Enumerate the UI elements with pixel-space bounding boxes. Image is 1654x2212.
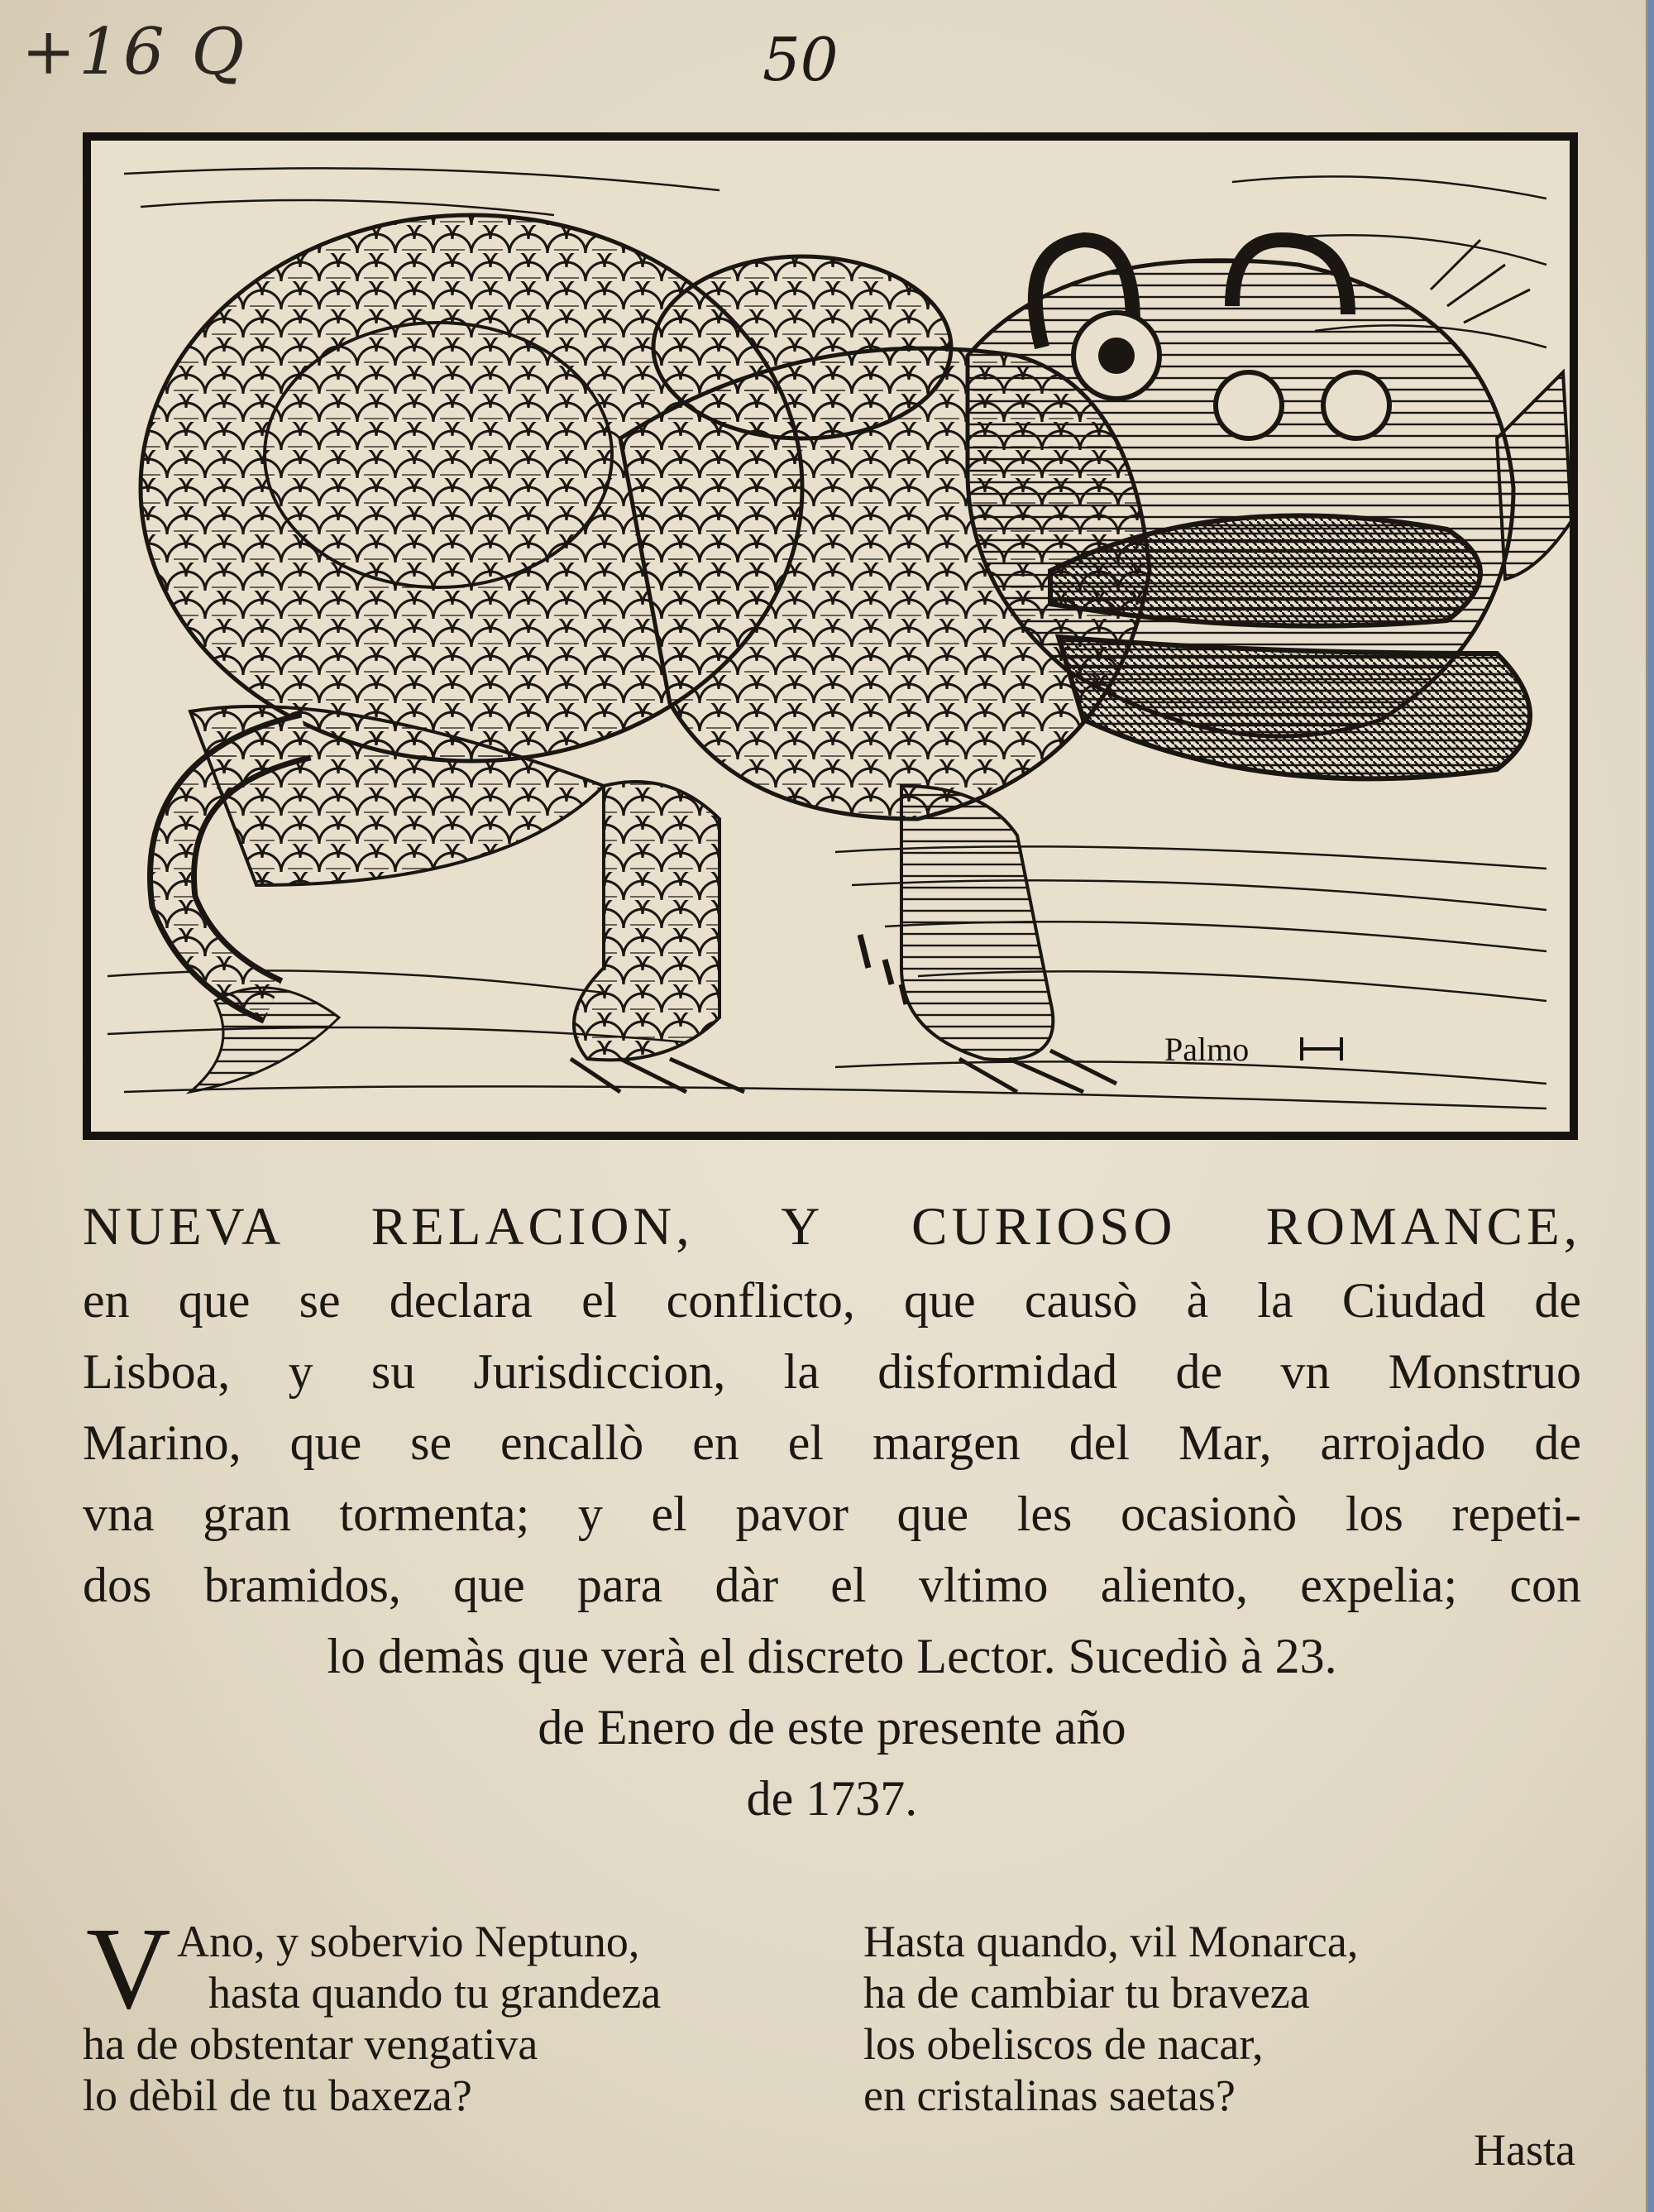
scale-bar [1300,1047,1343,1051]
description-line-3: Marino, que se encallò en el margen del Mar, arrojado de [83,1415,1581,1470]
woodcut-illustration [83,132,1578,1140]
drop-cap: V [86,1903,171,2033]
manuscript-annotation: +16 Q [22,15,248,89]
right-verse-4: en cristalinas saetas? [863,2071,1236,2120]
left-verse-4: lo dèbil de tu baxeza? [83,2071,472,2120]
left-verse-2: hasta quando tu grandeza [208,1968,662,2018]
description-line-7: de Enero de este presente año [538,1700,1126,1755]
description-line-4: vna gran tormenta; y el pavor que les ocasionò los repeti- [83,1487,1581,1541]
right-verse-1: Hasta quando, vil Monarca, [863,1917,1359,1966]
right-verse-2: ha de cambiar tu braveza [863,1968,1310,2018]
page-number: 50 [762,25,839,94]
sea-monster-engraving [91,141,1570,1132]
catchword: Hasta [1474,2125,1575,2175]
scale-label: Palmo [1164,1031,1250,1068]
description-line-5: dos bramidos, que para dàr el vltimo aliento, expelia; con [83,1558,1581,1612]
description-line-2: Lisboa, y su Jurisdiccion, la disformidad de vn Monstruo [83,1344,1581,1399]
description-line-8: de 1737. [746,1771,918,1826]
description-line-1: en que se declara el conflicto, que causò à la Ciudad de [83,1273,1581,1328]
title: NUEVA RELACION, Y CURIOSO ROMANCE, [83,1197,1581,1257]
left-verse-3: ha de obstentar vengativa [83,2019,538,2069]
left-verse-1: Ano, y sobervio Neptuno, [177,1917,640,1966]
right-verse-3: los obeliscos de nacar, [863,2019,1264,2069]
description-line-6: lo demàs que verà el discreto Lector. Sucediò à 23. [327,1629,1337,1683]
